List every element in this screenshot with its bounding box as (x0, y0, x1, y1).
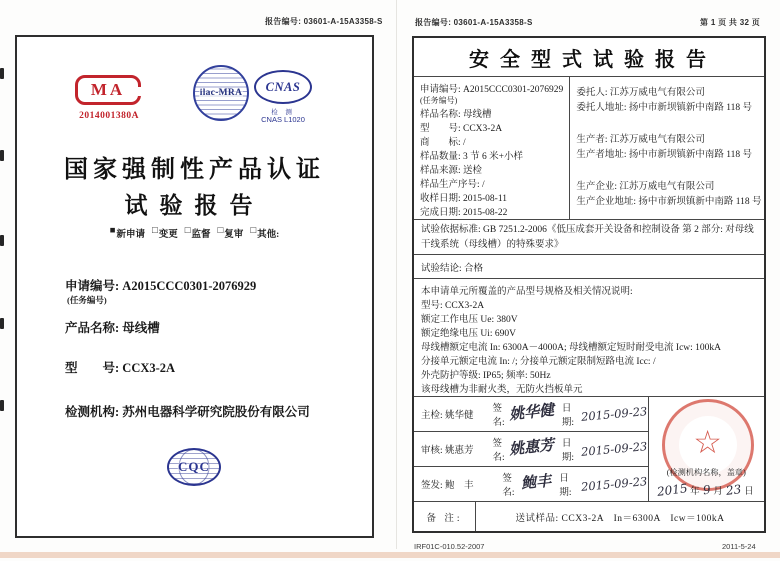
month-label: 月 (713, 487, 723, 497)
coverage-line: 额定绝缘电压 Ui: 690V (421, 329, 517, 339)
handwritten-year: 2015 (655, 481, 688, 499)
test-conclusion-section: 试验结论: 合格 (414, 255, 764, 279)
info-line: 委托人: 江苏万威电气有限公司 (576, 88, 705, 98)
coverage-line: 该母线槽为非耐火类，无防火挡板单元 (421, 385, 583, 395)
signature-section (414, 397, 764, 502)
sign-label: 签名: (502, 474, 515, 498)
stamp-cell (648, 397, 764, 501)
issuer-row (414, 466, 648, 501)
task-number-note: (任务编号) (67, 295, 107, 305)
checkbox-label: 变更 (158, 230, 178, 240)
remark-value: 送试样品: CCX3-2A In＝6300A Icw＝100kA (515, 513, 725, 524)
date-label: 日期: (559, 474, 572, 498)
sign-label: 签名: (492, 404, 505, 428)
date-label: 日期: (561, 439, 574, 463)
application-number-field: 申请编号: A2015CCC0301-2076929 (65, 279, 257, 293)
coverage-line: 分接单元额定电流 In: /; 分接单元额定限制短路电流 Icc: / (421, 357, 656, 367)
checkbox-supervision (185, 226, 211, 240)
coverage-line: 外壳防护等级: IP65; 频率: 50Hz (421, 371, 551, 381)
checkbox-mark: □ (152, 226, 158, 236)
coverage-line: 母线槽额定电流 In: 6300A－4000A; 母线槽额定短时耐受电流 Icw: 100kA (421, 343, 722, 353)
cnas-logo-text: CNAS (265, 79, 301, 94)
checkbox-new-application (110, 226, 145, 240)
stamp-caption: (检测机构名称，盖章) (666, 468, 746, 477)
remark-section (414, 502, 764, 531)
checkbox-label: 新申请 (116, 230, 146, 240)
handwritten-signature: 姚华健 (508, 400, 555, 424)
checkbox-other (250, 226, 279, 240)
checkbox-label: 复审 (224, 230, 244, 240)
right-report-number: 报告编号: 03601-A-15A3358-S (415, 18, 533, 27)
application-type-checkboxes (17, 226, 372, 240)
stamp-star-icon: ☆ (693, 424, 722, 460)
handwritten-date: 2015-09-23 (580, 474, 649, 494)
day-label: 日 (744, 487, 754, 497)
handwritten-date: 2015-09-23 (580, 404, 649, 424)
report-page (412, 36, 766, 533)
test-standard-section: 试验依据标准: GB 7251.2-2006《低压成套开关设备和控制设备 第 2 部分: 对母线干线系统（母线槽）的特殊要求》 (414, 220, 764, 255)
info-line: 生产者: 江苏万威电气有限公司 (576, 135, 705, 145)
cnas-accreditation-code: CNAS L1020 (261, 115, 305, 124)
info-line: 生产企业地址: 扬中市新坝镇新中南路 118 号 (576, 197, 762, 207)
checkbox-label: 监督 (191, 230, 211, 240)
report-title: 安 全 型 式 试 验 报 告 (414, 38, 764, 77)
info-line: 委托人地址: 扬中市新坝镇新中南路 118 号 (576, 103, 752, 113)
info-line: 样品生产序号: / (420, 180, 485, 190)
info-line: (任务编号) (420, 96, 458, 105)
reviewer-row (414, 431, 648, 466)
form-date-footer: 2011-5-24 (722, 542, 756, 551)
checkbox-mark: ■ (109, 226, 116, 236)
info-line: 商 标: / (420, 138, 466, 148)
cma-certificate-number: 2014001380A (79, 111, 139, 121)
date-label: 日期: (561, 404, 574, 428)
left-report-number: 报告编号: 03601-A-15A3358-S (265, 17, 383, 26)
coverage-title: 本申请单元所覆盖的产品型号规格及相关情况说明: (421, 287, 633, 297)
cover-page (15, 35, 374, 538)
page-count: 第 1 页 共 32 页 (700, 18, 761, 27)
scan-edge-artifact (0, 318, 4, 329)
info-line: 样品名称: 母线槽 (420, 110, 492, 120)
handwritten-date: 2015-09-23 (580, 439, 649, 459)
stamp-date-line (657, 483, 754, 497)
coverage-line: 额定工作电压 Ue: 380V (421, 315, 518, 325)
info-line: 申请编号: A2015CCC0301-2076929 (420, 85, 564, 95)
checkbox-mark: □ (184, 226, 191, 236)
role-label: 主检: 姚华健 (421, 411, 474, 421)
checkbox-mark: □ (250, 226, 257, 236)
checkbox-change (152, 226, 178, 240)
ilac-mra-logo-text: ilac-MRA (199, 88, 243, 98)
model-field: 型 号: CCX3-2A (65, 361, 176, 375)
cover-title-line1: 国家强制性产品认证 (64, 157, 325, 183)
sample-info-section (414, 77, 764, 220)
scan-edge-artifact (0, 68, 4, 79)
coverage-line: 型号: CCX3-2A (421, 301, 485, 311)
client-group (576, 86, 761, 116)
info-line: 完成日期: 2015-08-22 (420, 208, 508, 218)
handwritten-signature: 鲍丰 (520, 471, 553, 493)
scan-edge-artifact (0, 150, 4, 161)
cma-logo-text: MA (90, 80, 126, 99)
role-label: 签发: 鲍 丰 (421, 481, 474, 491)
page-divider (396, 0, 397, 549)
checkbox-label: 其他: (257, 230, 280, 240)
cqc-logo-text: CQC (178, 459, 210, 474)
cover-title-line2: 试验报告 (124, 193, 265, 218)
chief-inspector-row (414, 397, 648, 431)
cnas-logo (254, 70, 312, 104)
info-line: 样品数量: 3 节 6 米+小样 (420, 152, 523, 162)
scan-edge-artifact (0, 235, 4, 246)
checkbox-review (218, 226, 244, 240)
sample-info-left (414, 77, 569, 219)
scan-bottom-artifact (0, 552, 780, 558)
signature-rows (414, 397, 648, 501)
sign-label: 签名: (492, 439, 505, 463)
remark-label: 备 注: (414, 502, 476, 531)
year-label: 年 (690, 487, 700, 497)
scan-edge-artifact (0, 400, 4, 411)
product-name-field: 产品名称: 母线槽 (65, 321, 160, 335)
info-line: 样品来源: 送检 (420, 166, 483, 176)
coverage-section (414, 279, 764, 397)
handwritten-month: 9 (701, 482, 712, 498)
ilac-mra-logo (193, 65, 249, 121)
cma-logo (75, 75, 141, 105)
checkbox-mark: □ (217, 226, 224, 236)
role-label: 审核: 姚惠芳 (421, 446, 474, 456)
cnas-sub-label: 检 测 (271, 109, 295, 116)
producer-group (576, 133, 761, 163)
cqc-logo (167, 448, 221, 486)
testing-agency-field: 检测机构: 苏州电器科学研究院股份有限公司 (65, 405, 310, 419)
handwritten-day: 23 (725, 482, 742, 498)
info-line: 生产者地址: 扬中市新坝镇新中南路 118 号 (576, 150, 752, 160)
info-line: 生产企业: 江苏万威电气有限公司 (576, 182, 715, 192)
handwritten-signature: 姚惠芳 (508, 435, 555, 459)
manufacturer-group (576, 180, 761, 210)
client-info-right (569, 77, 767, 219)
form-number-footer: IRF01C-010.52-2007 (414, 542, 485, 551)
info-line: 收样日期: 2015-08-11 (420, 194, 507, 204)
info-line: 型 号: CCX3-2A (420, 124, 503, 134)
